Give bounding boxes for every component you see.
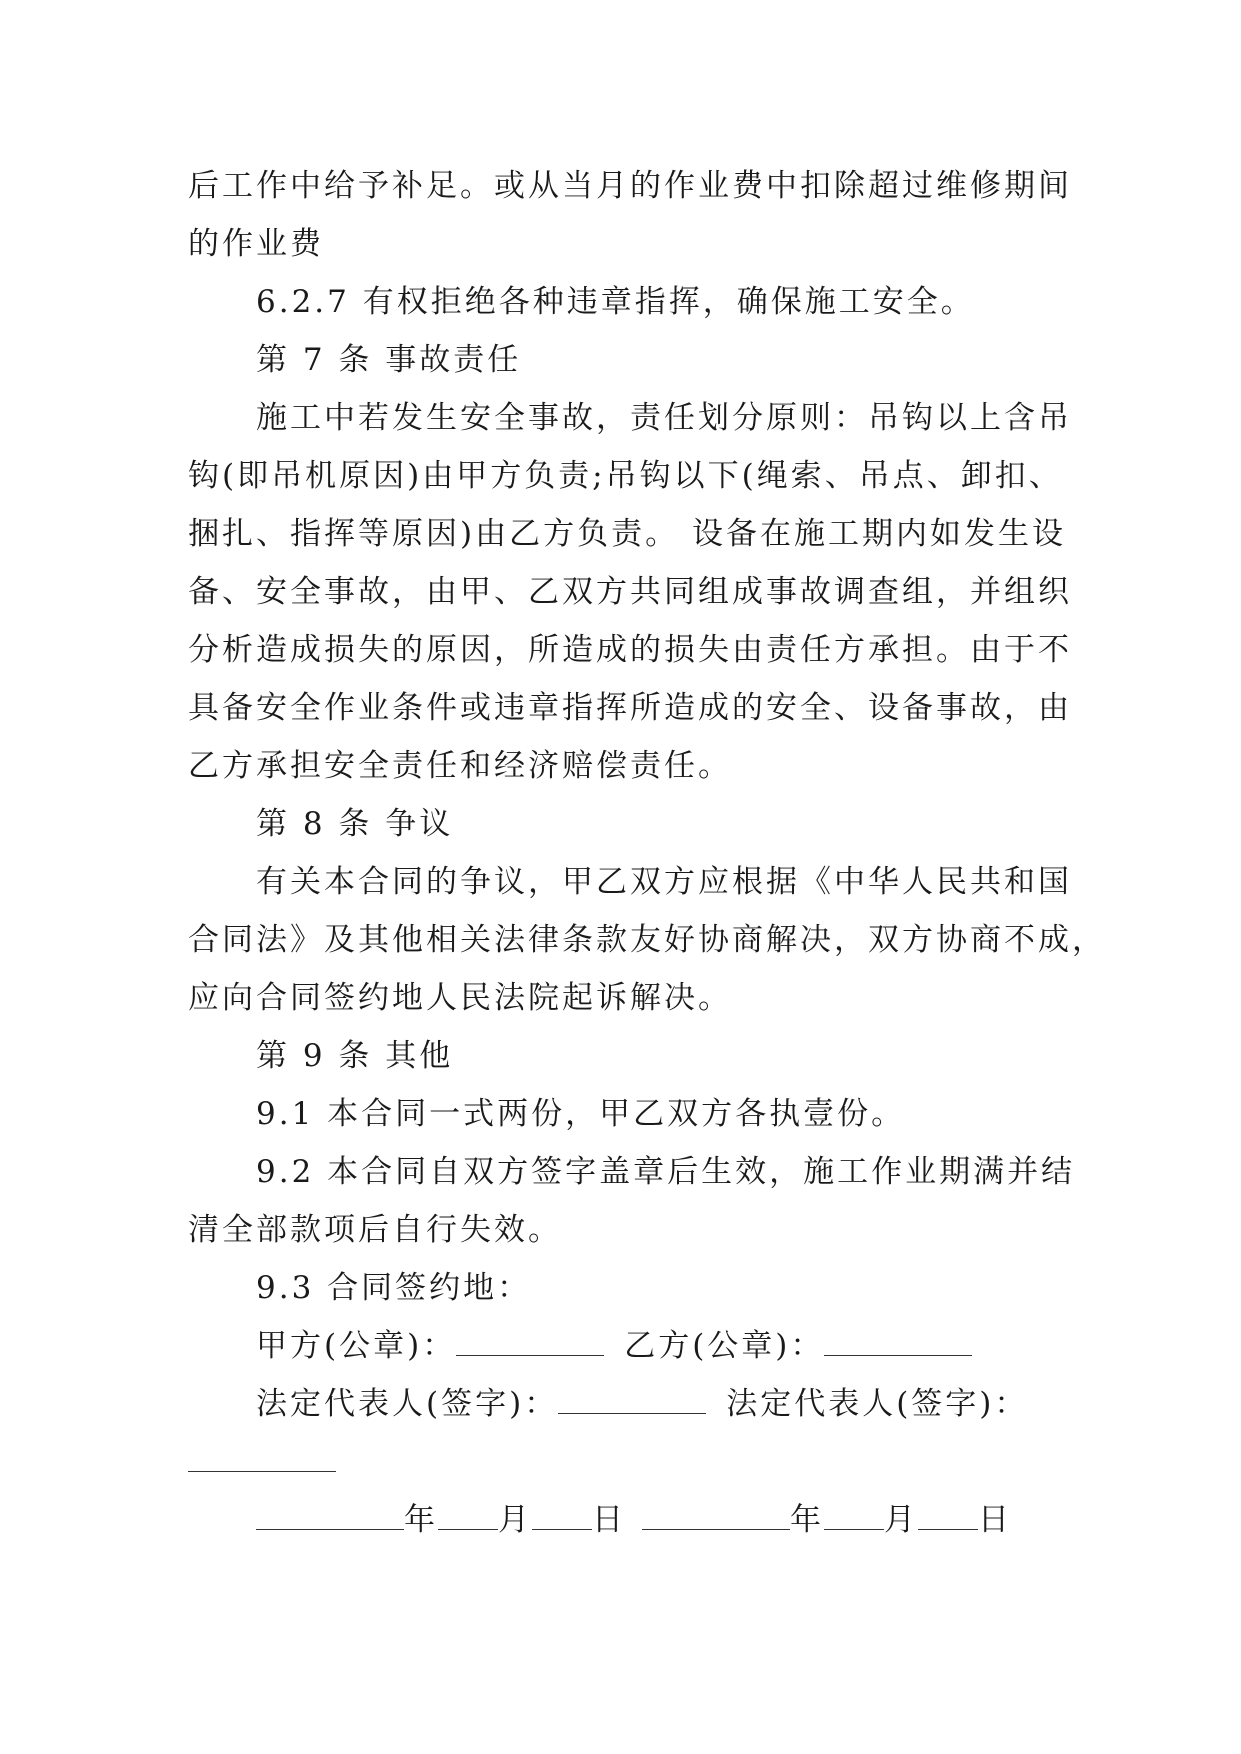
paragraph-line: 捆扎、指挥等原因)由乙方负责。 设备在施工期内如发生设 (188, 516, 1066, 552)
paragraph-line: 具备安全作业条件或违章指挥所造成的安全、设备事故，由 (188, 690, 1072, 726)
rep-b-label: 法定代表人(签字)： (726, 1386, 1029, 1422)
date-row (256, 1500, 1012, 1540)
rep-a-blank (558, 1385, 706, 1414)
paragraph-line: 乙方承担安全责任和经济赔偿责任。 (188, 748, 732, 784)
paragraph-line: 应向合同签约地人民法院起诉解决。 (188, 980, 732, 1016)
article-7-heading: 第 7 条 事故责任 (256, 342, 522, 378)
clause-9-3: 9.3 合同签约地： (256, 1270, 532, 1306)
seal-row (256, 1326, 972, 1366)
rep-b-blank (188, 1443, 336, 1472)
day-b-blank (918, 1501, 978, 1530)
paragraph-line: 的作业费 (188, 226, 324, 262)
paragraph-line: 合同法》及其他相关法律条款友好协商解决，双方协商不成， (188, 922, 1106, 958)
day-a-blank (532, 1501, 592, 1530)
month-b-blank (824, 1501, 884, 1530)
day-label: 日 (978, 1502, 1012, 1538)
clause-9-1: 9.1 本合同一式两份，甲乙双方各执壹份。 (256, 1096, 906, 1132)
year-label: 年 (404, 1502, 438, 1538)
paragraph-line: 清全部款项后自行失效。 (188, 1212, 562, 1248)
year-label: 年 (790, 1502, 824, 1538)
paragraph-line: 分析造成损失的原因，所造成的损失由责任方承担。由于不 (188, 632, 1072, 668)
party-a-seal-label: 甲方(公章)： (256, 1328, 457, 1364)
paragraph-line: 施工中若发生安全事故，责任划分原则：吊钩以上含吊 (256, 400, 1072, 436)
paragraph-line: 备、安全事故，由甲、乙双方共同组成事故调查组，并组织 (188, 574, 1072, 610)
party-b-seal-label: 乙方(公章)： (624, 1328, 825, 1364)
rep-b-blank-row (188, 1442, 336, 1482)
rep-a-label: 法定代表人(签字)： (256, 1386, 559, 1422)
month-a-blank (438, 1501, 498, 1530)
party-a-seal-blank (456, 1327, 604, 1356)
article-8-heading: 第 8 条 争议 (256, 806, 454, 842)
month-label: 月 (498, 1502, 532, 1538)
month-label: 月 (884, 1502, 918, 1538)
representative-row (256, 1384, 1028, 1424)
year-a-blank (256, 1501, 404, 1530)
party-b-seal-blank (824, 1327, 972, 1356)
year-b-blank (642, 1501, 790, 1530)
clause-9-2: 9.2 本合同自双方签字盖章后生效，施工作业期满并结 (256, 1154, 1076, 1190)
clause-6-2-7: 6.2.7 有权拒绝各种违章指挥，确保施工安全。 (256, 284, 975, 320)
paragraph-line: 有关本合同的争议，甲乙双方应根据《中华人民共和国 (256, 864, 1072, 900)
paragraph-line: 钩(即吊机原因)由甲方负责;吊钩以下(绳索、吊点、卸扣、 (188, 458, 1063, 494)
day-label: 日 (592, 1502, 626, 1538)
paragraph-line: 后工作中给予补足。或从当月的作业费中扣除超过维修期间 (188, 168, 1072, 204)
article-9-heading: 第 9 条 其他 (256, 1038, 454, 1074)
